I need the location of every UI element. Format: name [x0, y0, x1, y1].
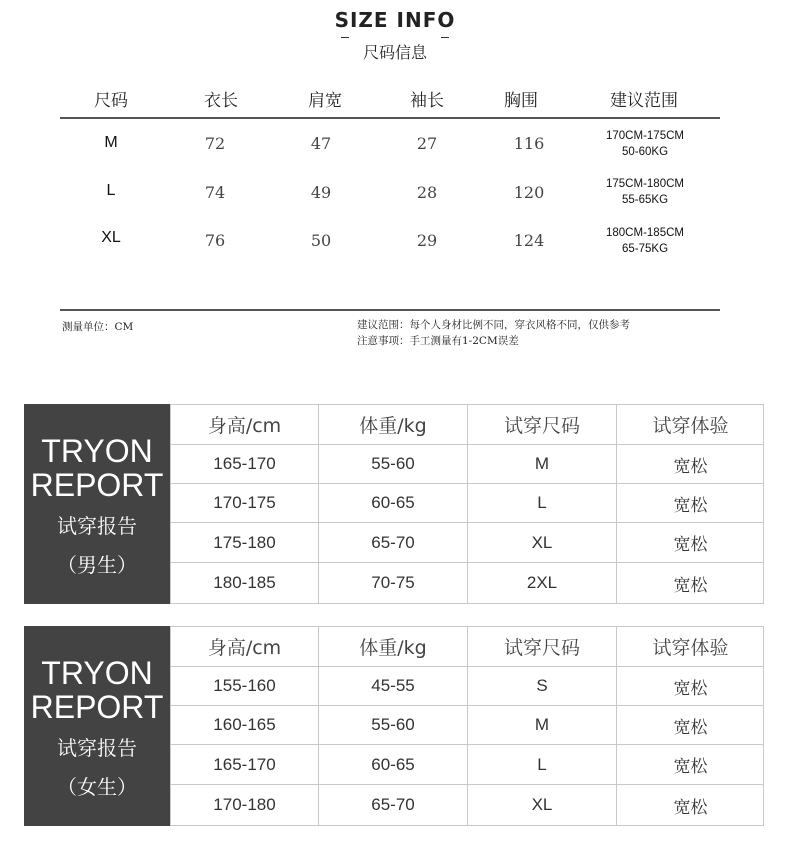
col-header-length: 衣长: [204, 91, 238, 111]
shoulder-cell: 49: [310, 183, 332, 202]
recommend-height: 175CM-180CM: [606, 178, 684, 190]
size-cell: L: [106, 182, 116, 199]
experience-cell: 宽松: [617, 484, 764, 523]
size-cell: XL: [101, 229, 121, 246]
title-dash-left: [341, 37, 349, 38]
title-chinese-row: [0, 40, 790, 63]
chest-cell: 116: [513, 134, 545, 153]
weight-cell: 55-60: [319, 706, 468, 745]
weight-cell: 70-75: [319, 563, 468, 603]
recommend-height: 180CM-185CM: [606, 227, 684, 239]
sleeve-cell: 27: [416, 134, 438, 153]
weight-cell: 55-60: [319, 445, 468, 484]
size-cell: M: [104, 134, 118, 151]
experience-cell: 宽松: [617, 706, 764, 745]
table-bottom-rule: [60, 309, 720, 311]
size-cell: S: [468, 667, 617, 706]
col-header-experience: 试穿体验: [617, 405, 764, 445]
height-cell: 160-165: [171, 706, 319, 745]
tryon-label-en-1: TRYON: [41, 433, 153, 469]
size-cell: L: [468, 745, 617, 785]
weight-cell: 65-70: [319, 785, 468, 825]
col-header-shoulder: 肩宽: [308, 91, 342, 111]
length-cell: 76: [204, 231, 226, 250]
col-header-tried-size: 试穿尺码: [468, 405, 617, 445]
caution-note: 注意事项：手工测量有1-2CM误差: [357, 335, 519, 347]
weight-cell: 60-65: [319, 484, 468, 523]
size-cell: 2XL: [468, 563, 617, 603]
sleeve-cell: 28: [416, 183, 438, 202]
recommend-weight: 50-60KG: [621, 146, 669, 158]
recommend-weight: 55-65KG: [621, 194, 669, 206]
col-header-tried-size: 试穿尺码: [468, 627, 617, 667]
col-header-height: 身高/cm: [171, 627, 319, 667]
shoulder-cell: 47: [310, 134, 332, 153]
chest-cell: 124: [513, 231, 545, 250]
experience-cell: 宽松: [673, 575, 708, 596]
tryon-side-panel: [24, 404, 170, 604]
col-header-chest: 胸围: [504, 91, 538, 111]
sleeve-cell: 29: [416, 231, 438, 250]
tryon-label-en-1: TRYON: [41, 655, 153, 691]
size-cell: XL: [468, 785, 617, 825]
col-header-size: 尺码: [94, 91, 128, 111]
weight-cell: 65-70: [319, 523, 468, 563]
experience-cell: 宽松: [673, 797, 708, 818]
tryon-label-en-2: REPORT: [30, 689, 164, 725]
height-cell: 170-180: [171, 785, 319, 825]
tryon-label-zh: 试穿报告: [57, 514, 137, 538]
weight-cell: 45-55: [319, 667, 468, 706]
length-cell: 72: [204, 134, 226, 153]
recommend-weight: 65-75KG: [621, 243, 669, 255]
tryon-report-male: [24, 404, 764, 604]
height-cell: 180-185: [171, 563, 319, 603]
table-top-rule: [60, 117, 720, 119]
shoulder-cell: 50: [310, 231, 332, 250]
recommend-height: 170CM-175CM: [606, 130, 684, 142]
title-dash-right: [441, 37, 449, 38]
col-header-sleeve: 袖长: [410, 91, 444, 111]
tryon-side-panel: [24, 626, 170, 826]
title-english: SIZE INFO: [334, 8, 456, 32]
col-header-weight: 体重/kg: [319, 405, 468, 445]
size-cell: M: [468, 706, 617, 745]
tryon-grid: [170, 404, 764, 604]
unit-note: 测量单位：CM: [62, 321, 134, 333]
col-header-weight: 体重/kg: [319, 627, 468, 667]
tryon-label-gender: （男生）: [57, 553, 137, 577]
experience-cell: 宽松: [617, 445, 764, 484]
advice-note: 建议范围：每个人身材比例不同，穿衣风格不同，仅供参考: [357, 319, 630, 331]
experience-cell: 宽松: [617, 523, 764, 563]
experience-cell: 宽松: [617, 667, 764, 706]
tryon-label-zh: 试穿报告: [57, 736, 137, 760]
col-header-recommend: 建议范围: [610, 91, 678, 111]
tryon-report-female: [24, 626, 764, 826]
height-cell: 175-180: [171, 523, 319, 563]
chest-cell: 120: [513, 183, 545, 202]
height-cell: 165-170: [171, 445, 319, 484]
tryon-label-en-2: REPORT: [30, 467, 164, 503]
height-cell: 165-170: [171, 745, 319, 785]
tryon-label-gender: （女生）: [57, 775, 137, 799]
col-header-experience: 试穿体验: [617, 627, 764, 667]
height-cell: 155-160: [171, 667, 319, 706]
size-cell: M: [468, 445, 617, 484]
experience-cell: 宽松: [617, 745, 764, 785]
weight-cell: 60-65: [319, 745, 468, 785]
length-cell: 74: [204, 183, 226, 202]
height-cell: 170-175: [171, 484, 319, 523]
col-header-height: 身高/cm: [171, 405, 319, 445]
size-cell: XL: [468, 523, 617, 563]
title-chinese: 尺码信息: [362, 43, 427, 62]
tryon-grid: [170, 626, 764, 826]
size-cell: L: [468, 484, 617, 523]
